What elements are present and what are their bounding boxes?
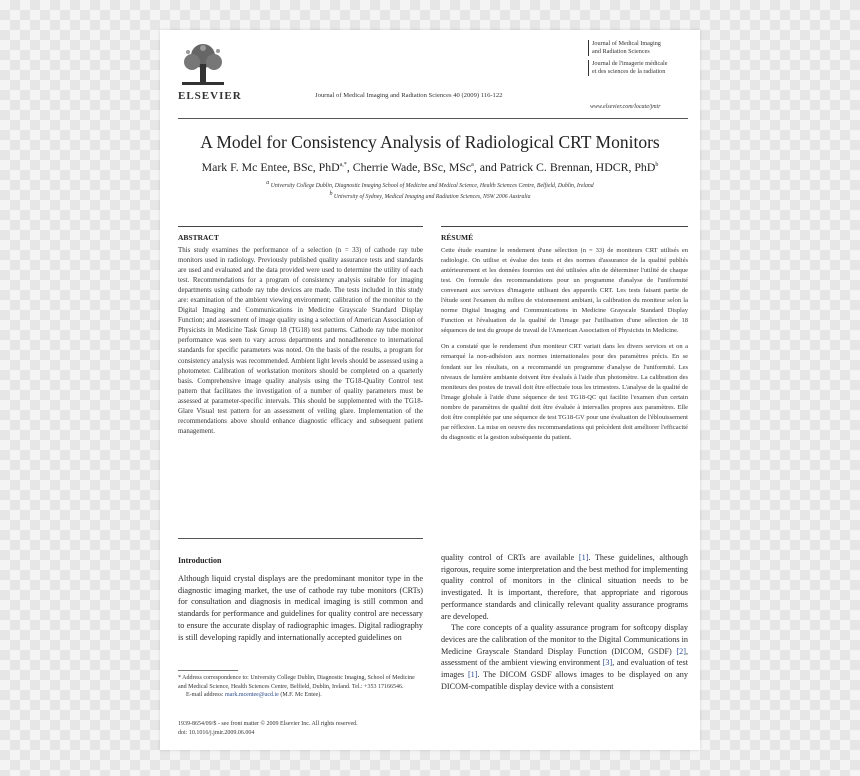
header-divider [178, 118, 688, 119]
journal-url-link[interactable]: www.elsevier.com/locate/jmir [590, 104, 661, 110]
journal-citation: Journal of Medical Imaging and Radiation Sciences 40 (2009) 116-122 [315, 92, 503, 99]
footnote-address: * Address correspondence to: University College Dublin, Diagnostic Imaging, School of Medicine and Medical Science, Health Sciences Centre, Belfield, Dublin, Ireland. Tel.: +353 17166546. [178, 675, 415, 690]
journal-title-fr-1: Journal de l'imagerie médicale [592, 60, 668, 67]
resume-top-rule [441, 226, 688, 227]
article-title: A Model for Consistency Analysis of Radiological CRT Monitors [200, 132, 660, 152]
author-2: , Cherrie Wade, BSc, MSc [346, 160, 472, 174]
footnote-rule [178, 670, 238, 671]
author-3: , and Patrick C. Brennan, HDCR, PhD [473, 160, 656, 174]
abstract-text: This study examines the performance of a selection (n = 33) of cathode ray tube monitors used in radiology. Previously published quality assurance tests and standards are used and evaluated and the data provided were used to determine the utility of each test. Recommendations for a program of consistency analysis suitable for imaging departments using cathode ray tube devices are made. The tests included in this study are: examination of the ambient viewing environment; calibration of the monitor to the Digital Imaging and Communications in Medicine Grayscale Standard Display Function; and assessment of image quality using a selection of American Association of Physicists in Medicine Task Group 18 (TG18) test patterns. Cathode ray tube monitor performance was seen to vary across departments and nonadherence to international standards for specific parameters was noted. On the basis of the results, a program for consistency analysis was recommended. Ambient light levels should be assessed using a photometer. Calibration of workstation monitors should be completed on a quarterly basis. Comprehensive image quality analysis using the TG18-Quality Control test pattern that facilitates the investigation of a number of quality parameters must be assessed at parameter-specific intervals. This should be supplemented with the TG18-Glare Visual test pattern for an assessment of veiling glare. Implementation of the recommendations above should enhance diagnostic efficacy and subsequent patient management. [178, 247, 423, 435]
abstract-body [178, 246, 423, 536]
affiliation-a-marker: a [266, 180, 270, 187]
reference-1b-link[interactable]: [1] [467, 670, 478, 680]
resume-paragraph-1: Cette étude examine le rendement d'une sélection (n = 33) de moniteurs CRT utilisés en radiologie. On utilise et évalue des tests et des normes d'assurance de la qualité publiés antérieurement et les données fournies ont été utilisées afin de déterminer l'utilité de chaque test. On formule des recommandations pour un programme d'analyse de l'uniformité convenant aux services d'imagerie utilisant des appareils CRT. Les tests faisant partie de l'étude sont l'examen du milieu de visionnement ambiant, la calibration du moniteur selon la norme Digital Imaging and Communications in Medicine Grayscale Standard Display Function et l'évaluation de la qualité de l'image par l'utilisation d'une sélection de 18 séquences de test du groupe de travail de l'American Association of Physicists in Medicine. [441, 247, 688, 335]
copyright-line: 1939-8654/09/$ - see front matter © 2009 Elsevier Inc. All rights reserved. [178, 721, 358, 727]
affiliation-a-text: University College Dublin, Diagnostic Imaging School of Medicine and Medical Science, Health Sciences Centre, Belfield, Dublin, Ireland [270, 183, 594, 189]
intro-r1-text-b: . These guidelines, although rigorous, require some interpretation and the best method for implementing quality control of monitors in the clinical situation needs to be investigated. It is important, therefore, that appropriate and rigorous performance standards and clinically relevant quality assurance programs are developed. [441, 553, 688, 621]
introduction-heading: Introduction [178, 556, 222, 565]
resume-body [441, 246, 688, 558]
reference-2-link[interactable]: [2] [676, 646, 686, 656]
journal-title-fr-2: et des sciences de la radiation [592, 68, 666, 75]
author-1-affiliation[interactable]: a,* [339, 162, 347, 169]
introduction-right-paragraph-2 [441, 622, 688, 692]
affiliation-a [160, 180, 700, 189]
author-2-affiliation[interactable]: a [471, 162, 474, 169]
affiliation-b-text: University of Sydney, Medical Imaging and Radiation Sciences, NSW 2006 Australia [333, 194, 531, 200]
intro-r2-text-d: . The DICOM GSDF allows images to be displayed on any DICOM-compatible display device with a consistent [441, 670, 688, 691]
author-3-affiliation[interactable]: b [655, 162, 659, 169]
intro-r2-text-a: The core concepts of a quality assurance program for softcopy display devices are the calibration of the monitor to the Digital Communications in Medicine Grayscale Standard Display Function (DICOM, GSDF) [441, 623, 688, 656]
footnote-email-label: E-mail address: [186, 692, 225, 699]
resume-heading: RÉSUMÉ [441, 233, 474, 242]
footnote-email-line [178, 691, 423, 700]
journal-title-en-1: Journal of Medical Imaging [592, 40, 661, 47]
intro-r2-text-c: , and evaluation of test images [441, 658, 688, 680]
intro-r2-text-b: , assessment of the ambient viewing environment [441, 646, 688, 668]
article-page [160, 30, 700, 750]
footnote-email-link[interactable]: mark.mcentee@ucd.ie [225, 692, 279, 699]
copyright-block [178, 720, 438, 737]
footnote [178, 674, 423, 700]
footnote-email-suffix: (M.F. Mc Entee). [278, 692, 322, 699]
elsevier-tree-logo-icon [178, 42, 228, 88]
journal-title-en-2: and Radiation Sciences [592, 48, 650, 55]
journal-title-box [588, 40, 688, 80]
introduction-right-paragraph-1 [441, 552, 688, 622]
reference-3-link[interactable]: [3] [602, 658, 613, 668]
resume-paragraph-2: On a constaté que le rendement d'un moniteur CRT variait dans les divers services et on a remarqué la non-adhésion aux normes internationales pour des paramètres précis. En se fondant sur les résultats, on a recommandé un programme d'analyse de l'uniformité. Les niveaux de lumière ambiante doivent être évalués à l'aide d'un photomètre. La calibration des moniteurs des postes de travail doit être effectuée tous les trimestres. L'analyse de la qualité de l'image globale à l'aide d'une séquence de test TG18-QC qui facilite l'examen d'un certain nombre de paramètres de qualité doit être évaluée à intervalles propres aux paramètres. Elle doit être complétée par une séquence de test TG18-GV pour une évaluation de l'éblouissement par réflexion. La mise en oeuvre des recommandations qui précèdent doit améliorer l'efficacité du diagnostic et la gestion subséquente du patient. [441, 343, 688, 441]
abstract-heading: ABSTRACT [178, 233, 219, 242]
affiliation-b [160, 191, 700, 200]
affiliation-b-marker: b [329, 191, 333, 198]
introduction-left-text: Although liquid crystal displays are the predominant monitor type in the diagnostic imaging market, the use of cathode ray tube monitors (CRTs) for consultation and diagnosis in medical imaging is still common and standards for performance and guidelines for quality control are necessary to ensure the accurate display of radiographic images. Digital radiography is still developing rapidly and internationally accepted guidelines on [178, 574, 423, 642]
introduction-left-column [178, 573, 423, 667]
intro-r1-text-a: quality control of CRTs are available [441, 553, 579, 562]
abstract-bottom-rule [178, 538, 423, 539]
introduction-right-column [441, 552, 688, 742]
publisher-logo-text: ELSEVIER [178, 90, 242, 102]
author-1: Mark F. Mc Entee, BSc, PhD [201, 160, 340, 174]
abstract-top-rule [178, 226, 423, 227]
author-list [160, 160, 700, 175]
reference-1-link[interactable]: [1] [578, 553, 589, 562]
doi-line[interactable]: doi: 10.1016/j.jmir.2009.06.004 [178, 729, 255, 736]
